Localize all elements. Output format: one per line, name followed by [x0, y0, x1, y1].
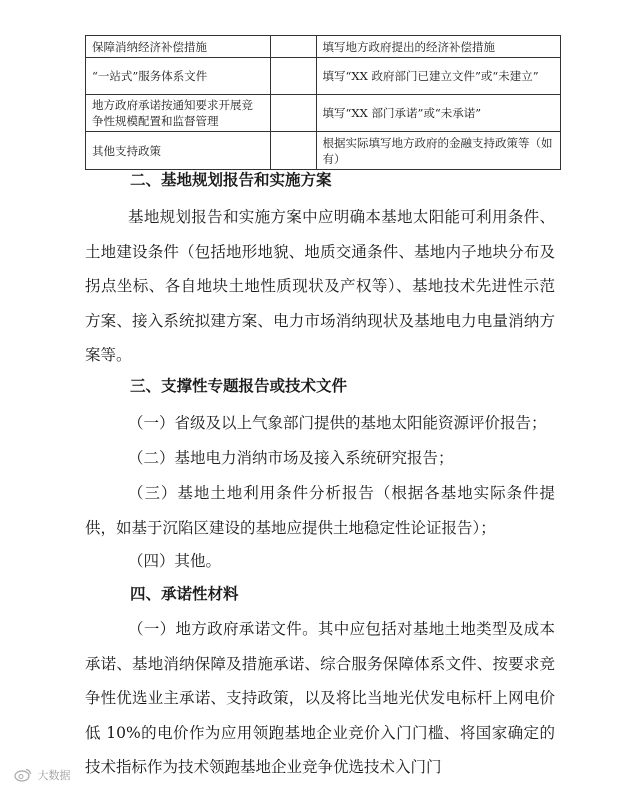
- table-cell-empty: [270, 132, 316, 170]
- table-cell-value: 填写“XX 部门承诺”或“未承诺”: [316, 95, 560, 132]
- table-row: [86, 95, 561, 132]
- list-item: （一）省级及以上气象部门提供的基地太阳能资源评价报告；: [128, 414, 547, 432]
- table-row: [86, 36, 561, 58]
- watermark: [14, 767, 71, 785]
- list-item: （四）其他。: [128, 552, 222, 570]
- weibo-logo-icon: [14, 768, 32, 785]
- section-heading: 三、支撑性专题报告或技术文件: [130, 377, 348, 395]
- table-cell-empty: [270, 95, 316, 132]
- table-cell-empty: [270, 36, 316, 58]
- table-cell-value: 填写地方政府提出的经济补偿措施: [316, 36, 560, 58]
- watermark-text: 大数据: [37, 769, 71, 782]
- list-item: （三）基地土地利用条件分析报告（根据各基地实际条件提供，如基于沉陷区建设的基地应提供土地稳定性论证报告）；: [85, 484, 555, 537]
- table-cell-label: 其他支持政策: [86, 132, 271, 170]
- table-cell-label: 地方政府承诺按通知要求开展竞争性规模配置和监督管理: [86, 95, 271, 132]
- table-cell-label: 保障消纳经济补偿措施: [86, 36, 271, 58]
- section-heading: 四、承诺性材料: [130, 585, 239, 603]
- table-cell-label: “一站式”服务体系文件: [86, 58, 271, 95]
- table-row: [86, 58, 561, 95]
- list-item: （二）基地电力消纳市场及接入系统研究报告；: [128, 449, 454, 467]
- section-paragraph: 基地规划报告和实施方案中应明确本基地太阳能可利用条件、土地建设条件（包括地形地貌、地质交通条件、基地内子地块分布及拐点坐标、各自地块土地性质现状及产权等）、基地技术先进性示范方案、接入系统拟建方案、电力市场消纳现状及基地电力电量消纳方案等。: [85, 208, 555, 364]
- section-heading: 二、基地规划报告和实施方案: [130, 171, 332, 189]
- section-paragraph: （一）地方政府承诺文件。其中应包括对基地土地类型及成本承诺、基地消纳保障及措施承诺、综合服务保障体系文件、按要求竞争性优选业主承诺、支持政策，以及将比当地光伏发电标杆上网电价低 10%的电价作为应用领跑基地企业竞价入门门槛、将国家确定的技术指标作为技术领跑基地企业竞争优选技术入门门: [85, 620, 555, 776]
- table-cell-value: 填写“XX 政府部门已建立文件”或“未建立”: [316, 58, 560, 95]
- requirements-table: [85, 35, 561, 170]
- table-cell-value: 根据实际填写地方政府的金融支持政策等（如有）: [316, 132, 560, 170]
- table-row: [86, 132, 561, 170]
- table-cell-empty: [270, 58, 316, 95]
